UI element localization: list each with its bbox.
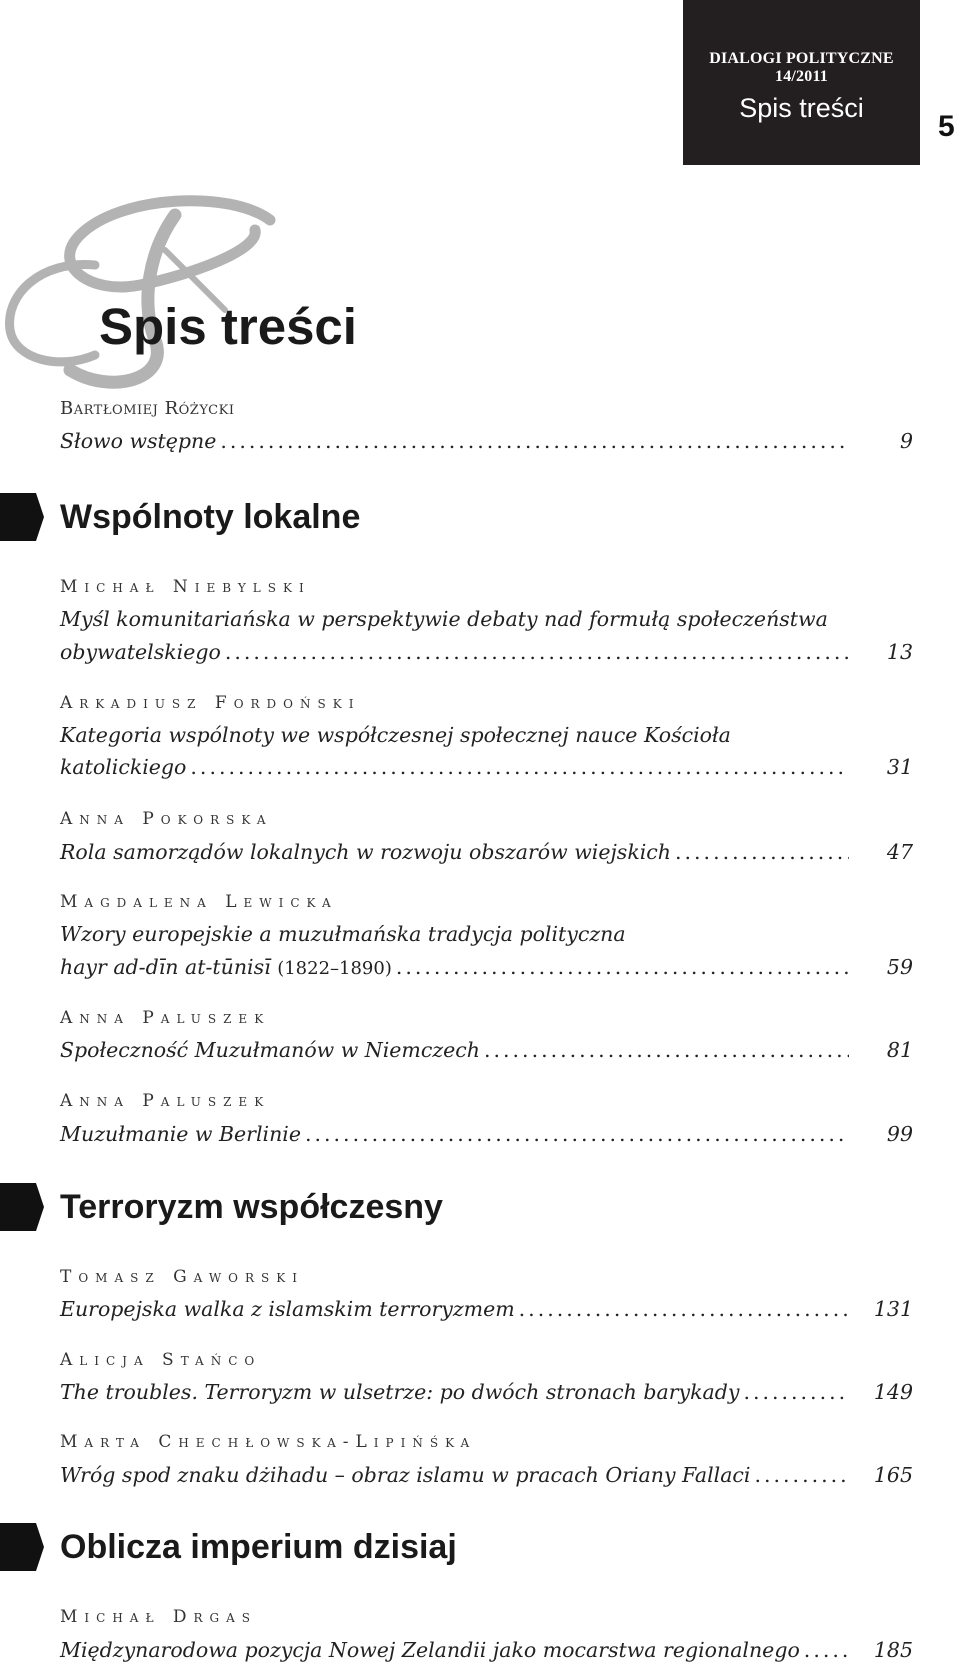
header-section-title: Spis treści <box>739 93 864 123</box>
author-name: Marta Chechłowska-Lipińśka <box>60 1432 477 1452</box>
toc-entry[interactable] <box>60 1120 913 1148</box>
entry-title: Rola samorządów lokalnych w rozwoju obszarów wiejskich <box>60 840 671 864</box>
entry-title: katolickiego <box>60 755 187 779</box>
entry-page-number: 47 <box>886 840 913 864</box>
toc-entry[interactable] <box>60 1036 913 1064</box>
dot-leader <box>743 1378 849 1406</box>
entry-page-number: 165 <box>873 1463 913 1487</box>
toc-entry[interactable] <box>60 1636 913 1664</box>
dot-leader <box>519 1295 849 1323</box>
section-heading <box>0 493 700 541</box>
entry-title-line: Wzory europejskie a muzułmańska tradycja polityczna <box>60 922 626 946</box>
author-name: Alicja Stańco <box>60 1350 262 1370</box>
entry-title: obywatelskiego <box>60 640 221 664</box>
entry-title: Społeczność Muzułmanów w Niemczech <box>60 1038 480 1062</box>
toc-entry[interactable] <box>60 838 913 866</box>
author-name: Magdalena Lewicka <box>60 892 338 912</box>
author-name: Michał Drgas <box>60 1607 258 1627</box>
entry-page-number: 81 <box>886 1038 913 1062</box>
dot-leader <box>675 838 849 866</box>
entry-page-number: 131 <box>873 1297 913 1321</box>
toc-entry[interactable] <box>60 753 913 781</box>
entry-page-number: 13 <box>886 640 913 664</box>
toc-entry[interactable] <box>60 953 913 981</box>
author-name: Arkadiusz Fordoński <box>60 693 361 713</box>
entry-title <box>60 953 392 983</box>
dot-leader <box>484 1036 849 1064</box>
entry-page-number: 9 <box>899 429 913 453</box>
toc-entry[interactable] <box>60 427 913 455</box>
author-name: Bartłomiej Różycki <box>60 398 235 419</box>
entry-title: Wróg spod znaku dżihadu – obraz islamu w pracach Oriany Fallaci <box>60 1463 751 1487</box>
dot-leader <box>220 427 849 455</box>
section-heading <box>0 1183 700 1231</box>
section-marker-icon <box>0 493 44 541</box>
toc-entry[interactable] <box>60 1378 913 1406</box>
toc-entry[interactable] <box>60 1295 913 1323</box>
entry-title-line: Kategoria wspólnoty we współczesnej społecznej nauce Kościoła <box>60 723 731 747</box>
journal-title: DIALOGI POLITYCZNE 14/2011 <box>709 50 894 85</box>
entry-title: The troubles. Terroryzm w ulsetrze: po dwóch stronach barykady <box>60 1380 740 1404</box>
entry-page-number: 99 <box>886 1122 913 1146</box>
entry-title: Muzułmanie w Berlinie <box>60 1122 301 1146</box>
section-title: Wspólnoty lokalne <box>60 498 361 536</box>
entry-page-number: 185 <box>873 1638 913 1662</box>
page-number: 5 <box>938 110 955 143</box>
running-header <box>683 0 920 165</box>
entry-title: Słowo wstępne <box>60 429 217 453</box>
toc-entry[interactable] <box>60 1461 913 1489</box>
entry-title: Międzynarodowa pozycja Nowej Zelandii jako mocarstwa regionalnego <box>60 1638 800 1662</box>
toc-entry[interactable] <box>60 638 913 666</box>
entry-page-number: 149 <box>873 1380 913 1404</box>
author-name: Michał Niebylski <box>60 577 311 597</box>
entry-title-years: (1822–1890) <box>277 958 392 979</box>
entry-page-number: 59 <box>886 955 913 979</box>
author-name: Anna Paluszek <box>60 1091 271 1111</box>
dot-leader <box>225 638 849 666</box>
page-title: Spis treści <box>99 298 357 355</box>
section-title: Terroryzm współczesny <box>60 1188 443 1226</box>
section-heading <box>0 1523 700 1571</box>
entry-title-text: hayr ad-dīn at-tūnisī <box>60 955 271 979</box>
dot-leader <box>754 1461 849 1489</box>
dot-leader <box>396 953 849 981</box>
decorative-s-flourish <box>0 190 290 390</box>
dot-leader <box>804 1636 849 1664</box>
section-marker-icon <box>0 1523 44 1571</box>
author-name: Anna Paluszek <box>60 1008 271 1028</box>
section-title: Oblicza imperium dzisiaj <box>60 1528 457 1566</box>
entry-title-line: Myśl komunitariańska w perspektywie debaty nad formułą społeczeństwa <box>60 607 828 631</box>
author-name: Tomasz Gaworski <box>60 1267 304 1287</box>
section-marker-icon <box>0 1183 44 1231</box>
dot-leader <box>305 1120 849 1148</box>
author-name: Anna Pokorska <box>60 809 273 829</box>
entry-page-number: 31 <box>886 755 913 779</box>
dot-leader <box>190 753 849 781</box>
entry-title: Europejska walka z islamskim terroryzmem <box>60 1297 515 1321</box>
